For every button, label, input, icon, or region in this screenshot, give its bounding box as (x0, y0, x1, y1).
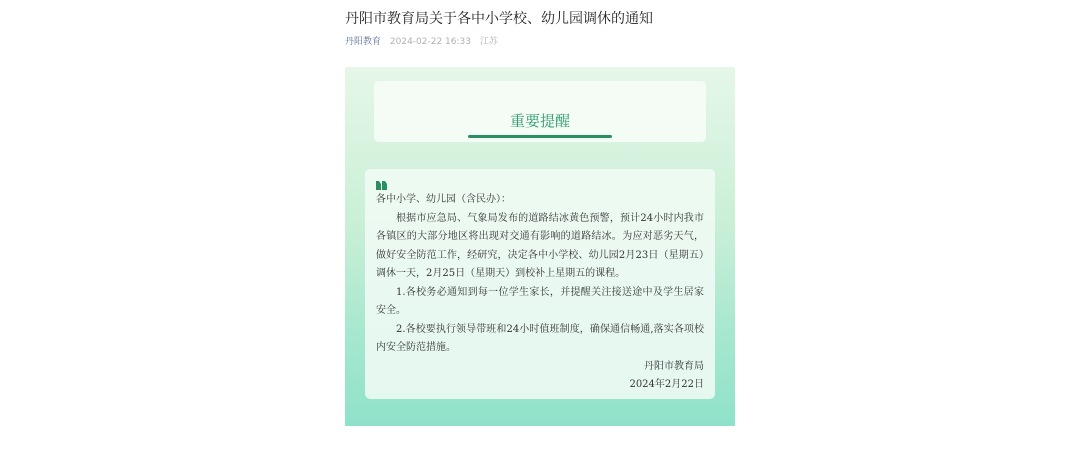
notice-salutation: 各中小学、幼儿园（含民办）： (376, 194, 511, 205)
article-title: 丹阳市教育局关于各中小学校、幼儿园调休的通知 (345, 11, 653, 27)
poster-heading: 重要提醒 (509, 112, 570, 130)
notice-signature: 丹阳市教育局 (644, 360, 704, 372)
publish-region: 江苏 (479, 37, 498, 47)
article-meta (345, 36, 498, 48)
notice-body (376, 191, 704, 395)
source-account-link[interactable]: 丹阳教育 (345, 37, 382, 47)
notice-paragraph: 根据市应急局、气象局发布的道路结冰黄色预警，预计24小时内我市各镇区的大部分地区将出现对交通有影响的道路结冰。为应对恶劣天气，做好安全防范工作，经研究，决定各中小学校、幼儿园2月23日（星期五）调休一天，2月25日（星期天）到校补上星期五的课程。 (376, 212, 704, 279)
notice-poster (345, 67, 735, 426)
notice-item: 2.各校要执行领导带班和24小时值班制度，确保通信畅通,落实各项校内安全防范措施。 (376, 323, 704, 353)
notice-item: 1.各校务必通知到每一位学生家长，并提醒关注接送途中及学生居家安全。 (376, 286, 704, 316)
notice-signed-date: 2024年2月22日 (629, 379, 704, 390)
heading-underline (468, 135, 612, 138)
publish-date: 2024-02-22 16:33 (389, 37, 471, 47)
quote-mark-icon (376, 180, 388, 190)
notice-card (365, 169, 715, 399)
heading-box (374, 81, 706, 142)
